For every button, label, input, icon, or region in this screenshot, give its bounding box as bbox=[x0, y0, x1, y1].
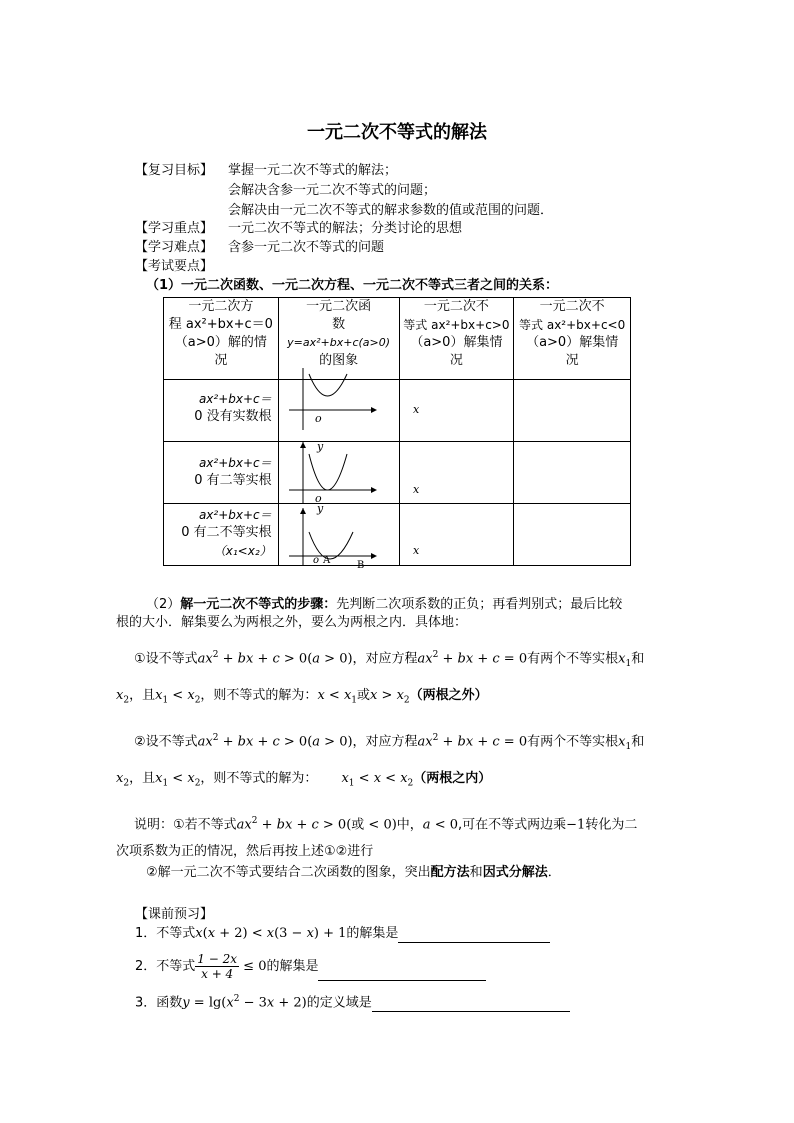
header-text: （a>0）解集情 bbox=[526, 335, 619, 350]
row-text: ax²+bx+c＝ bbox=[198, 508, 272, 522]
item-number: 1． bbox=[135, 926, 157, 941]
x-axis-arrow bbox=[371, 487, 377, 493]
note2-text: ． bbox=[547, 865, 561, 880]
header-text: 等式 ax²+bx+c<0 bbox=[519, 318, 626, 332]
cell-lt-1 bbox=[514, 380, 631, 442]
item-text: 的解集是 bbox=[346, 926, 399, 941]
row-text: ax²+bx+c＝ bbox=[198, 392, 272, 406]
section2-bold: 解一元二次不等式的步骤： bbox=[180, 597, 337, 612]
review-goal-2: 会解决含参一元二次不等式的问题； bbox=[228, 183, 437, 198]
x-label: x bbox=[412, 403, 419, 416]
preview-item-2: 2．不等式 $\frac{1 - 2x}{x + 4}$ ≤ 0的解集是 bbox=[135, 952, 486, 981]
case1-tag: （两根之外） bbox=[409, 688, 488, 703]
header-text: 一元二次不 bbox=[539, 299, 605, 314]
review-goal-1: 掌握一元二次不等式的解法； bbox=[228, 163, 398, 178]
case2-line1: ②设不等式$ax^2$ + bx + c > 0(a > 0)，对应方程$ax^2$ + bx + c = 0有两个不等实根$x_1$和 bbox=[134, 733, 645, 752]
header-function bbox=[278, 298, 399, 380]
header-text: （a>0）解集情 bbox=[410, 335, 503, 350]
fraction-numerator: 1 − 2x bbox=[197, 952, 238, 966]
origin-label: o bbox=[314, 492, 322, 505]
section2-intro bbox=[146, 596, 622, 614]
preview-label: 【课前预习】 bbox=[135, 907, 214, 922]
review-goal-3: 会解决由一元二次不等式的解求参数的值或范围的问题． bbox=[228, 203, 554, 218]
x-label: x bbox=[412, 544, 419, 557]
case2-text: 有两个不等实根 bbox=[527, 734, 619, 750]
header-text: （a>0）解的情 bbox=[174, 335, 267, 350]
answer-blank[interactable] bbox=[372, 997, 570, 1012]
x-axis-arrow bbox=[371, 553, 377, 559]
exam-label: 【考试要点】 bbox=[135, 259, 214, 274]
header-text: 一元二次方 bbox=[188, 299, 254, 314]
row-two-roots-label bbox=[164, 504, 279, 566]
case1-text: ，且 bbox=[129, 688, 156, 703]
graph-no-root bbox=[278, 380, 419, 442]
page-title: 一元二次不等式的解法 bbox=[307, 122, 487, 143]
fraction bbox=[195, 952, 239, 981]
header-text: 一元二次不 bbox=[423, 299, 489, 314]
item-text: 不等式 bbox=[156, 959, 196, 974]
graph-two-roots bbox=[278, 502, 419, 571]
item-text: 的解集是 bbox=[266, 959, 319, 974]
preview-item-1: 1．不等式x(x + 2) < x(3 − x) + 1的解集是 bbox=[135, 925, 550, 943]
case2-text: ，则不等式的解为： bbox=[200, 771, 318, 786]
note2-bold: 配方法 bbox=[430, 865, 470, 880]
parabola bbox=[309, 454, 347, 490]
header-text: 况 bbox=[449, 353, 463, 368]
preview-item-3: 3．函数$y = \lg(x^2 - 3x + 2)$的定义域是 bbox=[135, 990, 570, 1012]
difficulty-text: 含参一元二次不等式的问题 bbox=[228, 240, 385, 255]
case1-text: 有两个不等实根 bbox=[527, 651, 619, 667]
case2-text: ，且 bbox=[129, 771, 156, 786]
header-gt bbox=[399, 298, 514, 380]
header-text: 数 bbox=[332, 317, 346, 332]
case1-line1: ①设不等式$ax^2$ + bx + c > 0(a > 0)，对应方程$ax^2$ + bx + c = 0有两个不等实根$x_1$和 bbox=[134, 650, 645, 669]
origin-label: o bbox=[314, 412, 322, 425]
row-text: 0 有二不等实根 bbox=[181, 525, 272, 540]
case2-text: ，对应方程 bbox=[352, 734, 418, 750]
item-number: 2． bbox=[135, 959, 157, 974]
header-text: 的图象 bbox=[319, 353, 359, 368]
point-b-label: B bbox=[356, 560, 365, 571]
header-text: 况 bbox=[565, 353, 579, 368]
row-text: （x₁<x₂） bbox=[213, 544, 272, 558]
row-double-root-label bbox=[164, 442, 279, 504]
header-text: 等式 ax²+bx+c>0 bbox=[403, 318, 510, 332]
header-lt bbox=[514, 298, 631, 380]
key-point-label: 【学习重点】 bbox=[135, 221, 214, 236]
section2-prefix: （2） bbox=[146, 597, 181, 612]
header-text: 况 bbox=[214, 353, 228, 368]
review-goal-label: 【复习目标】 bbox=[135, 163, 214, 178]
cell-gt-3 bbox=[399, 504, 514, 566]
fraction-denominator: x + 4 bbox=[201, 967, 234, 981]
answer-blank[interactable] bbox=[398, 928, 550, 943]
y-axis-arrow bbox=[300, 442, 306, 448]
header-text: 一元二次函 bbox=[306, 299, 372, 314]
case2-tag: （两根之内） bbox=[413, 771, 492, 786]
case2-text: ②设不等式 bbox=[134, 734, 198, 750]
row-text: 0 没有实数根 bbox=[194, 409, 272, 424]
y-label: y bbox=[316, 502, 323, 515]
difficulty-label: 【学习难点】 bbox=[135, 240, 214, 255]
key-point-text: 一元二次不等式的解法；分类讨论的思想 bbox=[228, 221, 463, 236]
note2-text: ②解一元二次不等式要结合二次函数的图象，突出 bbox=[146, 865, 431, 880]
case1-text: ，对应方程 bbox=[352, 651, 418, 667]
cell-lt-2 bbox=[514, 442, 631, 504]
origin-label: o bbox=[312, 555, 319, 566]
item-text: 函数 bbox=[156, 995, 183, 1011]
item-text: 的定义域是 bbox=[306, 995, 372, 1011]
case1-text: ，则不等式的解为： bbox=[200, 688, 318, 703]
case1-line2: $x_2$，且$x_1 < x_2$，则不等式的解为：$x < x_1$或$x > x_2$（两根之外） bbox=[116, 688, 488, 706]
row-no-root-label bbox=[164, 380, 279, 442]
section2-rest: 先判断二次项系数的正负；再看判别式；最后比较 bbox=[336, 597, 623, 612]
cell-lt-3 bbox=[514, 504, 631, 566]
note2-text: 和 bbox=[469, 865, 483, 880]
header-text: 程 ax²+bx+c＝0 bbox=[168, 317, 273, 332]
item-text: 不等式 bbox=[156, 926, 196, 941]
note-text: 说明：①若不等式 bbox=[134, 817, 237, 833]
row-text: ax²+bx+c＝ bbox=[198, 456, 272, 470]
case1-text: ①设不等式 bbox=[134, 651, 198, 667]
section1-heading: （1）一元二次函数、一元二次方程、一元二次不等式三者之间的关系： bbox=[146, 278, 559, 293]
y-label: y bbox=[316, 440, 323, 453]
header-text: y=ax²+bx+c(a>0) bbox=[287, 336, 391, 349]
case2-line2: $x_2$，且$x_1 < x_2$，则不等式的解为： $x_1 < x < x_2$（两根之内） bbox=[116, 771, 492, 789]
note-text: ,可在不等式两边乘 bbox=[458, 817, 567, 833]
cell-gt-2 bbox=[399, 442, 514, 504]
cell-gt-1 bbox=[399, 380, 514, 442]
note2-bold: 因式分解法 bbox=[482, 865, 548, 880]
header-equation bbox=[164, 298, 279, 380]
note-text: 中， bbox=[396, 817, 423, 833]
section2-intro-2: 根的大小．解集要么为两根之外，要么为两根之内．具体地： bbox=[116, 615, 468, 630]
case1-text: 或 bbox=[357, 688, 371, 703]
y-axis-arrow bbox=[300, 508, 306, 514]
relation-table bbox=[163, 297, 631, 571]
graph-double-root bbox=[278, 440, 419, 505]
row-text: 0 有二等实根 bbox=[194, 473, 272, 488]
note-line2: 次项系数为正的情况，然后再按上述①②进行 bbox=[116, 844, 374, 859]
x-label: x bbox=[412, 483, 419, 496]
note-line1: 说明：①若不等式$ax^2$ + bx + c > 0(或 < 0)中，a < 0,可在不等式两边乘−1转化为二 bbox=[134, 816, 638, 833]
point-a-label: A bbox=[322, 555, 330, 566]
note-text: 转化为二 bbox=[585, 817, 638, 833]
answer-blank[interactable] bbox=[318, 966, 486, 981]
item-number: 3． bbox=[135, 995, 157, 1011]
note2-line bbox=[146, 864, 561, 882]
x-axis-arrow bbox=[371, 407, 377, 413]
